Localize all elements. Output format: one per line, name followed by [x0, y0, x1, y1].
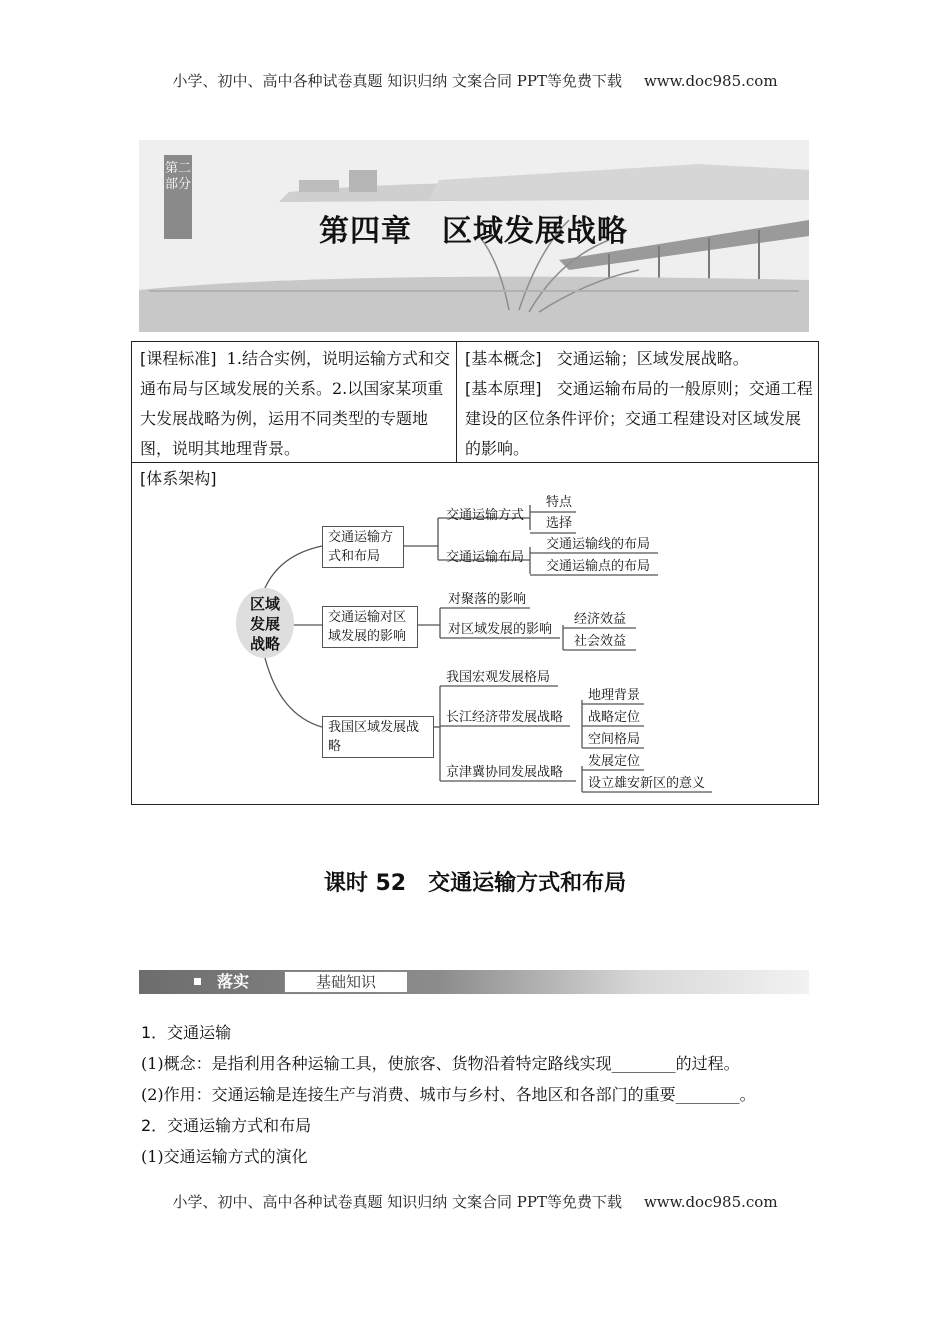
lesson-number: 课时 52 [323, 871, 407, 896]
architecture-tag: [体系架构] [140, 469, 217, 488]
mindmap-root [236, 588, 294, 658]
chapter-name: 区域发展战略 [442, 214, 628, 249]
lesson-title [0, 866, 950, 897]
node-transport-layout: 交通运输布局 [446, 550, 525, 565]
root-line-2: 发展 [249, 615, 280, 633]
paragraph-evolution: (1)交通运输方式的演化 [141, 1147, 308, 1166]
course-standard-tag: [课程标准] [140, 349, 217, 368]
header-left-text: 小学、初中、高中各种试卷真题 知识归纳 文案合同 PPT等免费下载 [172, 72, 622, 90]
branch1-line-1: 交通运输方 [328, 530, 394, 545]
paragraph-concept: (1)概念：是指利用各种运输工具，使旅客、货物沿着特定路线实现________的过程。 [141, 1054, 740, 1073]
section-bar [139, 970, 809, 994]
leaf-strategic-position: 战略定位 [588, 710, 641, 725]
leaf-selection: 选择 [546, 516, 573, 531]
course-standard-text: 1.结合实例，说明运输方式和交通布局与区域发展的关系。2.以国家某项重大发展战略为例，运用不同类型的专题地图，说明其地理背景。 [140, 349, 450, 458]
section-tag-left [139, 970, 249, 994]
branch1-line-2: 式和布局 [328, 549, 381, 564]
root-line-1: 区域 [249, 595, 280, 613]
heading-modes-layout: 2．交通运输方式和布局 [141, 1116, 312, 1135]
node-regional-impact: 对区域发展的影响 [448, 622, 553, 637]
branch-transport-modes [322, 526, 404, 568]
lesson-name: 交通运输方式和布局 [428, 871, 627, 896]
branch2-line-1: 交通运输对区 [328, 610, 407, 625]
branch3-label: 我国区域发展战略 [328, 720, 420, 754]
footer-url: www.doc985.com [643, 1193, 778, 1211]
node-yangtze-strategy: 长江经济带发展战略 [446, 710, 564, 725]
principle-text: 交通运输布局的一般原则；交通工程建设的区位条件评价；交通工程建设对区域发展的影响。 [465, 379, 813, 458]
section-left-text: 落实 [217, 972, 250, 991]
branch2-line-2: 域发展的影响 [328, 629, 407, 644]
leaf-social-benefit: 社会效益 [574, 634, 627, 649]
part-tag: 第二部分 [164, 155, 192, 239]
header-url: www.doc985.com [643, 72, 778, 90]
node-settlement-impact: 对聚落的影响 [448, 592, 527, 607]
node-transport-mode: 交通运输方式 [446, 508, 525, 523]
section-tag-right: 基础知识 [284, 971, 408, 993]
leaf-development-position: 发展定位 [588, 754, 641, 769]
leaf-line-layout: 交通运输线的布局 [546, 537, 651, 552]
branch-regional-strategy [322, 716, 434, 758]
root-line-3: 战略 [249, 635, 280, 653]
chapter-number: 第四章 [319, 214, 412, 249]
leaf-economic-benefit: 经济效益 [574, 612, 627, 627]
node-jingjinji-strategy: 京津冀协同发展战略 [446, 765, 564, 780]
heading-transport: 1．交通运输 [141, 1023, 232, 1042]
paragraph-function: (2)作用：交通运输是连接生产与消费、城市与乡村、各地区和各部门的重要________。 [141, 1085, 756, 1104]
leaf-xiongan-significance: 设立雄安新区的意义 [588, 776, 706, 791]
page-footer [0, 1191, 950, 1212]
leaf-geo-background: 地理背景 [588, 688, 641, 703]
node-macro-pattern: 我国宏观发展格局 [446, 670, 551, 685]
principle-tag: [基本原理] [465, 379, 542, 398]
leaf-spatial-pattern: 空间格局 [588, 732, 641, 747]
square-bullet-icon [194, 978, 201, 985]
branch-transport-impact [322, 606, 418, 648]
concept-tag: [基本概念] [465, 349, 542, 368]
footer-left-text: 小学、初中、高中各种试卷真题 知识归纳 文案合同 PPT等免费下载 [172, 1193, 622, 1211]
concept-text: 交通运输；区域发展战略。 [556, 349, 749, 368]
leaf-features: 特点 [546, 495, 573, 510]
leaf-point-layout: 交通运输点的布局 [546, 559, 651, 574]
